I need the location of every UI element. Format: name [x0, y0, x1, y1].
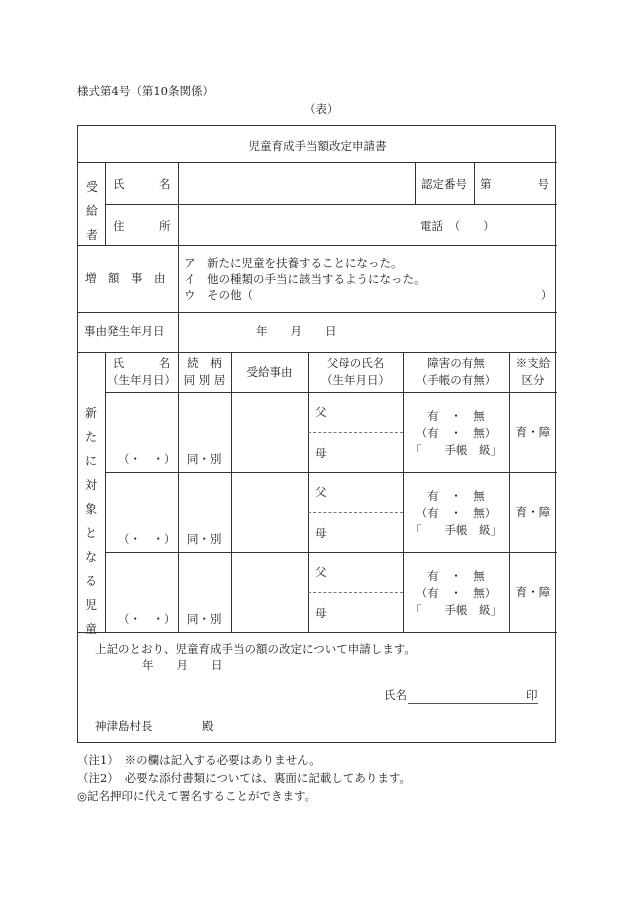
table-row-2-cohabit: 同・別	[187, 532, 222, 546]
table-row-3-disability: 有 ・ 無 （有 ・ 無） 「 手帳 級」	[410, 569, 502, 617]
table-row-1-father: 父	[315, 405, 327, 419]
form-title: 児童育成手当額改定申請書	[248, 139, 387, 153]
table-row-2-father: 父	[315, 485, 327, 499]
name-label: 氏 名	[113, 177, 171, 191]
col-header-parents: 父母の氏名 （生年月日）	[321, 356, 390, 387]
note-2: （注2） 必要な添付書類については、裏面に記載してあります。	[77, 771, 411, 785]
note-3: ◎記名押印に代えて署名することができます。	[77, 789, 317, 803]
col-header-disability: 障害の有無 （手帳の有無）	[415, 356, 497, 387]
table-row-1-birth: （・ ・）	[118, 452, 176, 466]
table-row-3-birth: （・ ・）	[118, 612, 176, 626]
form-number: 様式第4号（第10条関係）	[77, 84, 214, 98]
table-row-3-category: 育・障	[515, 585, 551, 599]
table-row-1-disability: 有 ・ 無 （有 ・ 無） 「 手帳 級」	[410, 409, 502, 457]
recipient-group-label: 受 給 者	[85, 180, 98, 242]
table-row-3-mother: 母	[315, 606, 327, 620]
table-row-3-father: 父	[315, 565, 327, 579]
reason-option-close: ）	[541, 288, 553, 302]
table-row-1-cohabit: 同・別	[187, 452, 222, 466]
seal-mark: 印	[526, 688, 538, 702]
declaration-date: 年 月 日	[142, 658, 223, 672]
signature-label: 氏名	[384, 688, 407, 702]
col-header-category: ※支給 区分	[515, 356, 551, 387]
phone-label: 電話 （ ）	[420, 219, 495, 233]
application-form	[77, 125, 556, 743]
declaration-text: 上記のとおり、児童育成手当の額の改定について申請します。	[95, 642, 416, 656]
addressee: 神津島村長	[95, 719, 153, 733]
addressee-honorific: 殿	[202, 719, 214, 733]
table-row-2-birth: （・ ・）	[118, 532, 176, 546]
cert-number-value: 第 号	[480, 177, 549, 191]
reason-option-b: イ 他の種類の手当に該当するようになった。	[184, 272, 426, 286]
address-label: 住 所	[113, 219, 171, 233]
side-label: （表）	[304, 102, 339, 116]
note-1: （注1） ※の欄は記入する必要はありません。	[77, 753, 321, 767]
cert-number-label: 認定番号	[421, 177, 467, 191]
col-header-reason: 受給事由	[246, 365, 293, 379]
table-row-3-cohabit: 同・別	[187, 612, 222, 626]
occurrence-date-label: 事由発生年月日	[84, 324, 165, 338]
col-header-relation: 続 柄 同 別 居	[183, 356, 226, 387]
table-row-1-category: 育・障	[515, 425, 551, 439]
increase-reason-label: 増 額 事 由	[85, 271, 166, 285]
col-header-name: 氏 名 （生年月日）	[107, 356, 176, 387]
table-row-2-mother: 母	[315, 526, 327, 540]
children-group-label: 新 た に 対 象 と な る 児 童	[84, 406, 97, 636]
table-row-1-mother: 母	[315, 446, 327, 460]
table-row-2-disability: 有 ・ 無 （有 ・ 無） 「 手帳 級」	[410, 489, 502, 537]
table-row-2-category: 育・障	[515, 505, 551, 519]
reason-option-c: ウ その他（	[184, 288, 253, 302]
occurrence-date-value: 年 月 日	[256, 324, 337, 338]
reason-option-a: ア 新たに児童を扶養することになった。	[184, 256, 403, 270]
